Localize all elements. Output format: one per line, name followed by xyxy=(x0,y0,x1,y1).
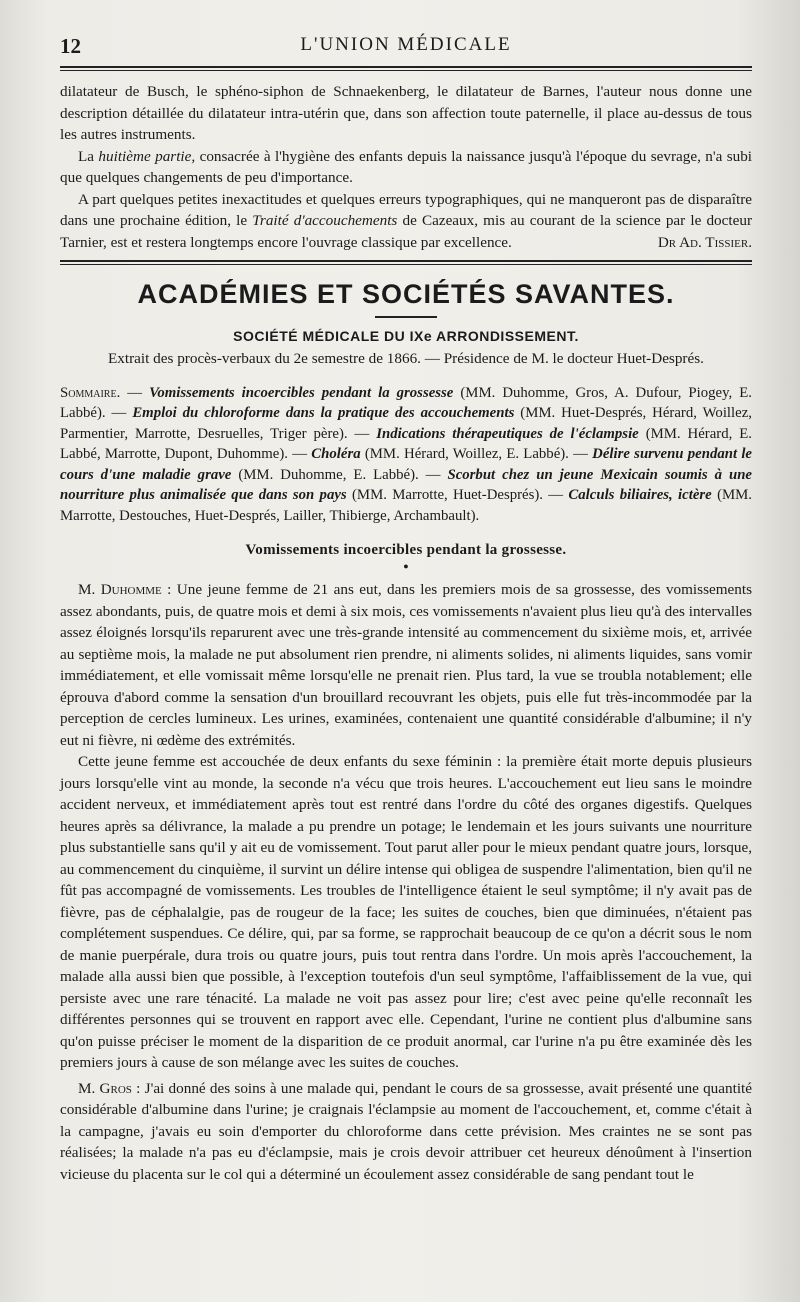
title-underline xyxy=(375,316,437,318)
page-number: 12 xyxy=(60,34,81,58)
society-heading: SOCIÉTÉ MÉDICALE DU IXe ARRONDISSEMENT. xyxy=(233,327,579,344)
signature-row xyxy=(60,234,752,254)
review-paragraph-1: dilatateur de Busch, le sphéno-siphon de Schnaekenberg, le dilatateur de Barnes, l'auteur nous donne une description détaillée du dilatateur intra-utérin que, dans son affection toute paternelle, il place au-dessus de tous les autres instruments. xyxy=(60,83,752,143)
section-rule-thin xyxy=(60,264,752,265)
article-body xyxy=(60,579,752,1185)
article-paragraph-3: M. Gros : J'ai donné des soins à une malade qui, pendant le cours de sa grossesse, avait présenté une quantité considérable d'albumine dans l'urine; je craignais l'éclampsie au moment de l'accouchement, et, comme c'était à la campagne, j'avais eu soin d'emporter du chloroforme dans cette prévision. Mes craintes ne se sont pas réalisées; la malade n'a pas eu d'éclampsie, mais je crois devoir attribuer cet heureux dénoûment à l'insertion vicieuse du placenta sur le col qui a déterminé un écoulement assez considérable de sang pendant tout le xyxy=(60,1079,753,1183)
article-paragraph-1: M. Duhomme : Une jeune femme de 21 ans eut, dans les premiers mois de sa grossesse, des vomissements assez abondants, puis, de quatre mois et demi à six mois, ces vomissements n'avaient plus lieu qu'à des intervalles assez éloignés lorsqu'ils reparurent avec une très-grande intensité au commencement du sixième mois, et, arrivée au septième mois, la malade ne put absolument rien prendre, ni aliments solides, ni aliments liquides, sans vomir immédiatement, et elle vomissait même lorsqu'elle ne prenait rien. Plus tard, la vue se troubla notablement; elle éprouva d'abord comme la sensation d'un brouillard recouvrant les objets, puis elle fut très-incommodée par la perception de cercles lumineux. Les urines, examinées, contenaient une quantité considérable d'albumine; il n'y eut ni fièvre, ni œdème des extrémités. xyxy=(60,581,752,749)
section-title: ACADÉMIES ET SOCIÉTÉS SAVANTES. xyxy=(137,278,675,309)
running-head xyxy=(60,30,752,60)
article-paragraph-2: Cette jeune femme est accouchée de deux enfants du sexe féminin : la première était morte depuis plusieurs jours lorsqu'elle vint au monde, la seconde n'a vécu que trois heures. L'accouchement eut lieu sans le moindre accident nerveux, et immédiatement après tout est rentré dans l'ordre du côté des organes digestifs. Quelques heures après sa délivrance, la malade a pu prendre un potage; le lendemain et les jours suivants une nourriture plus substantielle sans qu'il y ait eu de vomissement. Tout parut aller pour le mieux pendant quatre jours, lorsque, au commencement du cinquième, il survint un délire intense qui obligea de suspendre l'alimentation, bien qu'il ne fût pas accompagné de vomissements. Les troubles de l'intelligence étaient le seul symptôme; il n'y avait pas de fièvre, pas de céphalalgie, pas de rougeur de la face; les suites de couches, bien que diminuées, n'étaient pas complétement suspendues. Ce délire, qui, par sa forme, se rapprochait beaucoup de ce qu'on a décrit sous le nom de manie puerpérale, dura trois ou quatre jours, puis tout rentra dans l'ordre. Un mois après l'accouchement, la malade alla aussi bien que possible, à l'exception toutefois d'un seul symptôme, l'affaiblissement de la vue, qui persiste avec une rare ténacité. La malade ne voit pas assez pour lire; c'est avec peine qu'elle reconnaît les différentes personnes qui se trouvent en rapport avec elle. Cependant, l'urine ne contient plus d'albumine sans qu'on puisse préciser le moment de la disparition de ce produit anormal, car l'urine n'a pu être examinée dès les premiers jours à cause de son mélange avec les suites de couches. xyxy=(60,753,752,1071)
article-subheading: Vomissements incoercibles pendant la grossesse. xyxy=(245,542,567,558)
summary-paragraph: Sommaire. — Vomissements incoercibles pendant la grossesse (MM. Duhomme, Gros, A. Dufour, Piogey, E. Labbé). — Emploi du chloroforme dans la pratique des accouchements (MM. Huet-Després, Hérard, Woillez, Parmentier, Marrotte, Desruelles, Triger père). — Indications thérapeutiques de l'éclampsie (MM. Hérard, E. Labbé, Marrotte, Dupont, Duhomme). — Choléra (MM. Hérard, Woillez, E. Labbé). — Délire survenu pendant le cours d'une maladie grave (MM. Duhomme, E. Labbé). — Scorbut chez un jeune Mexicain soumis à une nourriture plus animalisée que dans son pays (MM. Marrotte, Huet-Després). — Calculs biliaires, ictère (MM. Marrotte, Destouches, Huet-Després, Lailler, Thibierge, Archambault). xyxy=(60,384,753,524)
summary-block xyxy=(60,383,752,527)
header-rule xyxy=(60,66,752,71)
review-signature: Dr Ad. Tissier. xyxy=(657,234,752,251)
section-rule xyxy=(60,260,752,262)
review-paragraph-2: La huitième partie, consacrée à l'hygiène des enfants depuis la naissance jusqu'à l'époque du sevrage, n'a subi que quelques changements de peu d'importance. xyxy=(60,147,753,186)
review-paragraph-3: A part quelques petites inexactitudes et quelques erreurs typographiques, qui ne manqueront pas de disparaître dans une prochaine édition, le Traité d'accouchements de Cazeaux, mis au courant de la science par le docteur Tarnier, est et restera longtemps encore l'ouvrage classique par excellence. xyxy=(60,190,752,251)
book-review-end xyxy=(60,81,752,254)
minutes-extract: Extrait des procès-verbaux du 2e semestre de 1866. — Présidence de M. le docteur Huet-Després. xyxy=(108,349,704,367)
ornament-dot: ● xyxy=(403,561,409,571)
journal-title: L'UNION MÉDICALE xyxy=(300,34,512,55)
